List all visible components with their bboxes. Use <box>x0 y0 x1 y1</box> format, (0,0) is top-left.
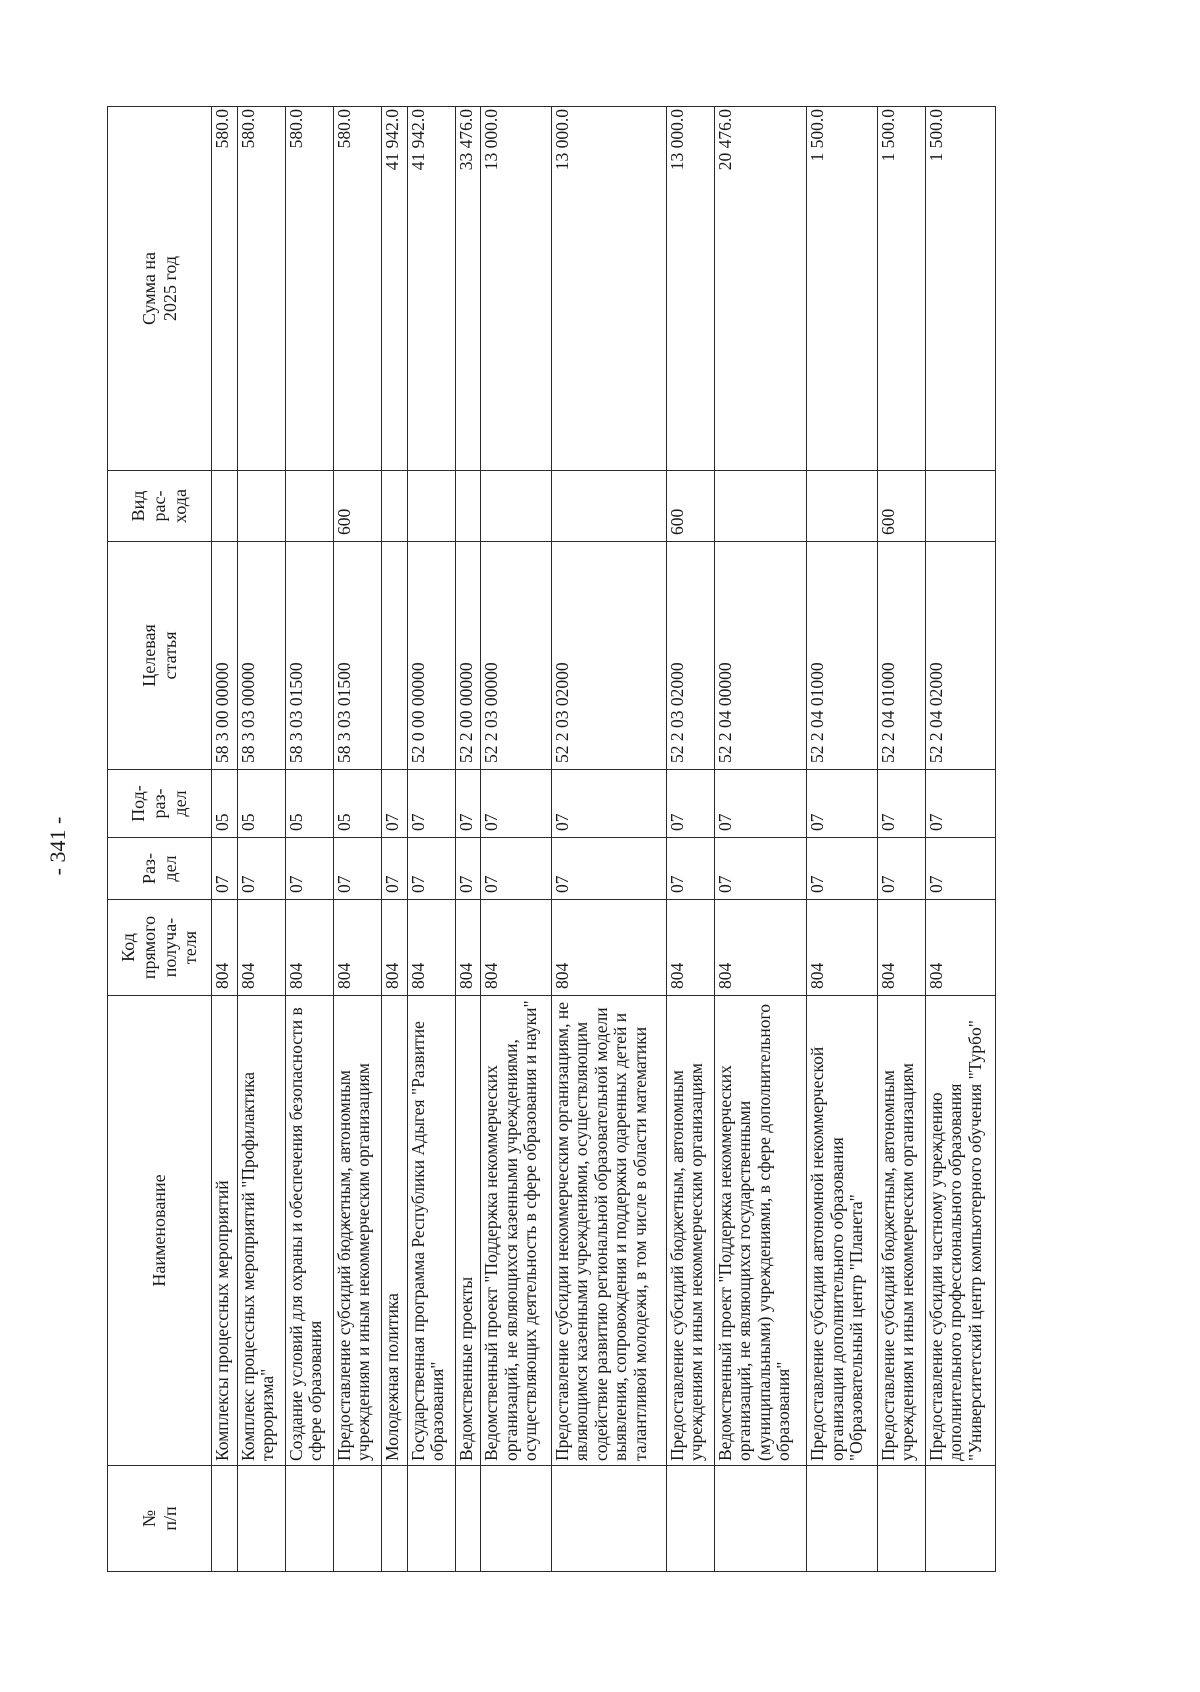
cell-num <box>481 1466 551 1572</box>
cell-num <box>714 1466 807 1572</box>
cell-subsection: 07 <box>407 770 455 838</box>
cell-target-article: 52 2 03 00000 <box>481 542 551 770</box>
cell-section: 07 <box>481 838 551 900</box>
header-subsection: Под- раз- дел <box>108 770 212 838</box>
cell-subsection: 07 <box>714 770 807 838</box>
cell-target-article: 58 3 03 01500 <box>333 542 381 770</box>
table-row <box>212 107 238 1572</box>
table-row <box>237 107 285 1572</box>
cell-amount: 20 476.0 <box>714 107 807 471</box>
header-num: № п/п <box>108 1466 212 1572</box>
cell-section: 07 <box>925 838 995 900</box>
cell-subsection: 05 <box>333 770 381 838</box>
cell-recipient-code: 804 <box>481 900 551 996</box>
cell-expense-type <box>237 471 285 542</box>
cell-name: Государственная программа Республики Адыгея "Развитие образования" <box>407 996 455 1466</box>
cell-recipient-code: 804 <box>714 900 807 996</box>
cell-name: Предоставление субсидии частному учреждению дополнительного профессионального образования "Университетский центр компьютерного обучения "Турбо" <box>925 996 995 1466</box>
cell-amount: 1 500.0 <box>877 107 925 471</box>
cell-recipient-code: 804 <box>551 900 666 996</box>
cell-name: Ведомственный проект "Поддержка некоммерческих организаций, не являющихся государственными (муниципальными) учреждениями, в сфере дополнительного образования" <box>714 996 807 1466</box>
cell-recipient-code: 804 <box>333 900 381 996</box>
cell-name: Комплекс процессных мероприятий "Профилактика терроризма" <box>237 996 285 1466</box>
cell-num <box>381 1466 407 1572</box>
cell-section: 07 <box>666 838 714 900</box>
cell-expense-type <box>925 471 995 542</box>
cell-target-article: 52 2 04 01000 <box>807 542 877 770</box>
cell-recipient-code: 804 <box>285 900 333 996</box>
cell-amount: 580.0 <box>237 107 285 471</box>
cell-num <box>551 1466 666 1572</box>
cell-subsection: 07 <box>807 770 877 838</box>
header-amount-2025: Сумма на 2025 год <box>108 107 212 471</box>
cell-name: Предоставление субсидий бюджетным, автономным учреждениям и иным некоммерческим организациям <box>333 996 381 1466</box>
cell-name: Ведомственный проект "Поддержка некоммерческих организаций, не являющихся казенными учреждениями, осуществляющих деятельность в сфере образования и науки" <box>481 996 551 1466</box>
cell-section: 07 <box>237 838 285 900</box>
cell-num <box>237 1466 285 1572</box>
cell-expense-type <box>285 471 333 542</box>
cell-subsection: 07 <box>877 770 925 838</box>
cell-section: 07 <box>212 838 238 900</box>
cell-amount: 1 500.0 <box>925 107 995 471</box>
cell-target-article: 52 2 03 02000 <box>551 542 666 770</box>
cell-expense-type <box>481 471 551 542</box>
cell-section: 07 <box>807 838 877 900</box>
table-row <box>925 107 995 1572</box>
cell-recipient-code: 804 <box>381 900 407 996</box>
table-row <box>481 107 551 1572</box>
cell-expense-type: 600 <box>877 471 925 542</box>
cell-expense-type <box>551 471 666 542</box>
cell-section: 07 <box>333 838 381 900</box>
table-row <box>551 107 666 1572</box>
cell-num <box>877 1466 925 1572</box>
cell-expense-type <box>714 471 807 542</box>
table-row <box>807 107 877 1572</box>
cell-amount: 41 942.0 <box>381 107 407 471</box>
cell-amount: 580.0 <box>333 107 381 471</box>
budget-table-container <box>107 107 996 1572</box>
cell-section: 07 <box>455 838 481 900</box>
cell-target-article: 52 2 04 01000 <box>877 542 925 770</box>
cell-subsection: 07 <box>381 770 407 838</box>
table-row <box>877 107 925 1572</box>
cell-expense-type: 600 <box>666 471 714 542</box>
cell-subsection: 07 <box>925 770 995 838</box>
header-name: Наименование <box>108 996 212 1466</box>
cell-name: Комплексы процессных мероприятий <box>212 996 238 1466</box>
cell-num <box>925 1466 995 1572</box>
table-row <box>666 107 714 1572</box>
cell-num <box>212 1466 238 1572</box>
page-number: - 341 - <box>45 816 70 876</box>
cell-num <box>807 1466 877 1572</box>
cell-name: Ведомственные проекты <box>455 996 481 1466</box>
table-header-row <box>108 107 212 1572</box>
cell-recipient-code: 804 <box>666 900 714 996</box>
cell-recipient-code: 804 <box>237 900 285 996</box>
cell-amount: 1 500.0 <box>807 107 877 471</box>
cell-subsection: 05 <box>237 770 285 838</box>
cell-target-article: 58 3 00 00000 <box>212 542 238 770</box>
cell-num <box>407 1466 455 1572</box>
table-row <box>714 107 807 1572</box>
cell-target-article: 52 2 04 02000 <box>925 542 995 770</box>
cell-amount: 41 942.0 <box>407 107 455 471</box>
cell-target-article: 52 2 04 00000 <box>714 542 807 770</box>
cell-target-article: 58 3 03 00000 <box>237 542 285 770</box>
cell-amount: 580.0 <box>285 107 333 471</box>
cell-expense-type <box>381 471 407 542</box>
cell-section: 07 <box>285 838 333 900</box>
cell-subsection: 07 <box>455 770 481 838</box>
cell-section: 07 <box>714 838 807 900</box>
cell-section: 07 <box>407 838 455 900</box>
cell-expense-type <box>807 471 877 542</box>
cell-name: Молодежная политика <box>381 996 407 1466</box>
cell-section: 07 <box>877 838 925 900</box>
cell-amount: 13 000.0 <box>481 107 551 471</box>
cell-num <box>285 1466 333 1572</box>
cell-expense-type <box>212 471 238 542</box>
header-section: Раз- дел <box>108 838 212 900</box>
cell-recipient-code: 804 <box>877 900 925 996</box>
cell-target-article: 52 2 00 00000 <box>455 542 481 770</box>
cell-num <box>333 1466 381 1572</box>
cell-target-article: 52 0 00 00000 <box>407 542 455 770</box>
cell-recipient-code: 804 <box>807 900 877 996</box>
cell-recipient-code: 804 <box>212 900 238 996</box>
cell-section: 07 <box>551 838 666 900</box>
table-row <box>285 107 333 1572</box>
cell-subsection: 07 <box>666 770 714 838</box>
cell-target-article: 52 2 03 02000 <box>666 542 714 770</box>
cell-subsection: 07 <box>551 770 666 838</box>
cell-subsection: 07 <box>481 770 551 838</box>
cell-name: Создание условий для охраны и обеспечения безопасности в сфере образования <box>285 996 333 1466</box>
table-row <box>455 107 481 1572</box>
header-recipient-code: Код прямого получа- теля <box>108 900 212 996</box>
cell-recipient-code: 804 <box>925 900 995 996</box>
budget-table <box>107 106 996 1572</box>
cell-recipient-code: 804 <box>407 900 455 996</box>
cell-amount: 33 476.0 <box>455 107 481 471</box>
cell-recipient-code: 804 <box>455 900 481 996</box>
table-row <box>407 107 455 1572</box>
cell-expense-type: 600 <box>333 471 381 542</box>
header-target-article: Целевая статья <box>108 542 212 770</box>
cell-num <box>666 1466 714 1572</box>
cell-name: Предоставление субсидии некоммерческим организациям, не являющимся казенными учреждениями, осуществляющим содействие развитию региональной образовательной модели выявления, сопровождения и поддержки одаренных детей и талантливой молодежи, в том числе в области математики <box>551 996 666 1466</box>
table-row <box>333 107 381 1572</box>
cell-amount: 13 000.0 <box>551 107 666 471</box>
cell-amount: 13 000.0 <box>666 107 714 471</box>
cell-expense-type <box>455 471 481 542</box>
cell-name: Предоставление субсидий бюджетным, автономным учреждениям и иным некоммерческим организациям <box>666 996 714 1466</box>
cell-subsection: 05 <box>212 770 238 838</box>
cell-target-article <box>381 542 407 770</box>
cell-subsection: 05 <box>285 770 333 838</box>
cell-amount: 580.0 <box>212 107 238 471</box>
cell-name: Предоставление субсидий бюджетным, автономным учреждениям и иным некоммерческим организациям <box>877 996 925 1466</box>
table-row <box>381 107 407 1572</box>
cell-num <box>455 1466 481 1572</box>
cell-target-article: 58 3 03 01500 <box>285 542 333 770</box>
cell-name: Предоставление субсидии автономной некоммерческой организации дополнительного образования "Образовательный центр "Планета" <box>807 996 877 1466</box>
cell-section: 07 <box>381 838 407 900</box>
cell-expense-type <box>407 471 455 542</box>
header-expense-type: Вид рас- хода <box>108 471 212 542</box>
